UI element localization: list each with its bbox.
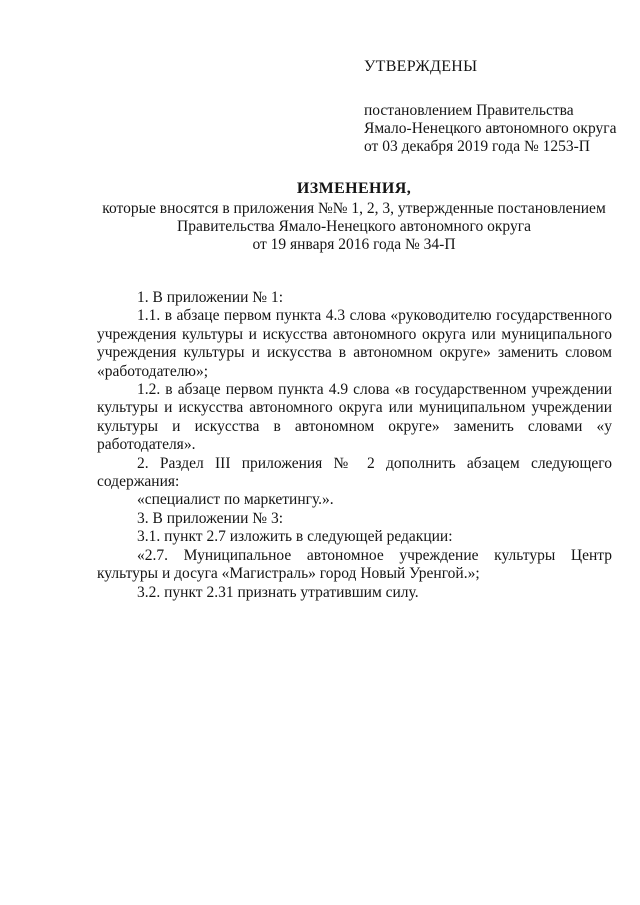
approval-line: постановлением Правительства bbox=[364, 102, 574, 119]
paragraph-quote-2-7: «2.7. Муниципальное автономное учреждение культуры Центр культуры и досуга «Магистраль» город Новый Уренгой.»; bbox=[97, 546, 612, 583]
approval-line: Ямало-Ненецкого автономного округа bbox=[364, 120, 617, 137]
paragraph-item-1-2: 1.2. в абзаце первом пункта 4.9 слова «в государственном учреждении культуры и искусства автономного округа или муниципальном учреждении культуры и искусства в автономном округе» заменить словами «у работодателя». bbox=[97, 381, 612, 454]
paragraph-item-1-1: 1.1. в абзаце первом пункта 4.3 слова «руководителю государственного учреждения культуры и искусства автономного округа или муниципального учреждения культуры и искусства в автономном округе» заменить словом «работодателю»; bbox=[97, 307, 612, 380]
paragraph-item-3-2: 3.2. пункт 2.31 признать утратившим силу. bbox=[137, 583, 419, 601]
approval-stamp bbox=[364, 58, 624, 156]
document-heading bbox=[96, 180, 612, 254]
paragraph-item-1: 1. В приложении № 1: bbox=[137, 289, 284, 306]
approval-title: УТВЕРЖДЕНЫ bbox=[364, 58, 478, 75]
heading-title: ИЗМЕНЕНИЯ, bbox=[296, 180, 412, 197]
heading-subtitle-line: которые вносятся в приложения №№ 1, 2, 3, утвержденные постановлением bbox=[102, 200, 606, 217]
heading-subtitle-line: от 19 января 2016 года № 34-П bbox=[252, 236, 456, 253]
approval-line: от 03 декабря 2019 года № 1253-П bbox=[364, 138, 590, 155]
heading-subtitle-line: Правительства Ямало-Ненецкого автономного округа bbox=[177, 218, 531, 235]
paragraph-item-3: 3. В приложении № 3: bbox=[137, 509, 284, 527]
paragraph-quote-marketing: «специалист по маркетингу.». bbox=[137, 491, 334, 509]
document-body bbox=[97, 289, 612, 602]
paragraph-item-3-1: 3.1. пункт 2.7 изложить в следующей редакции: bbox=[137, 528, 453, 546]
paragraph-item-2: 2. Раздел III приложения № 2 дополнить абзацем следующего содержания: bbox=[97, 454, 612, 491]
